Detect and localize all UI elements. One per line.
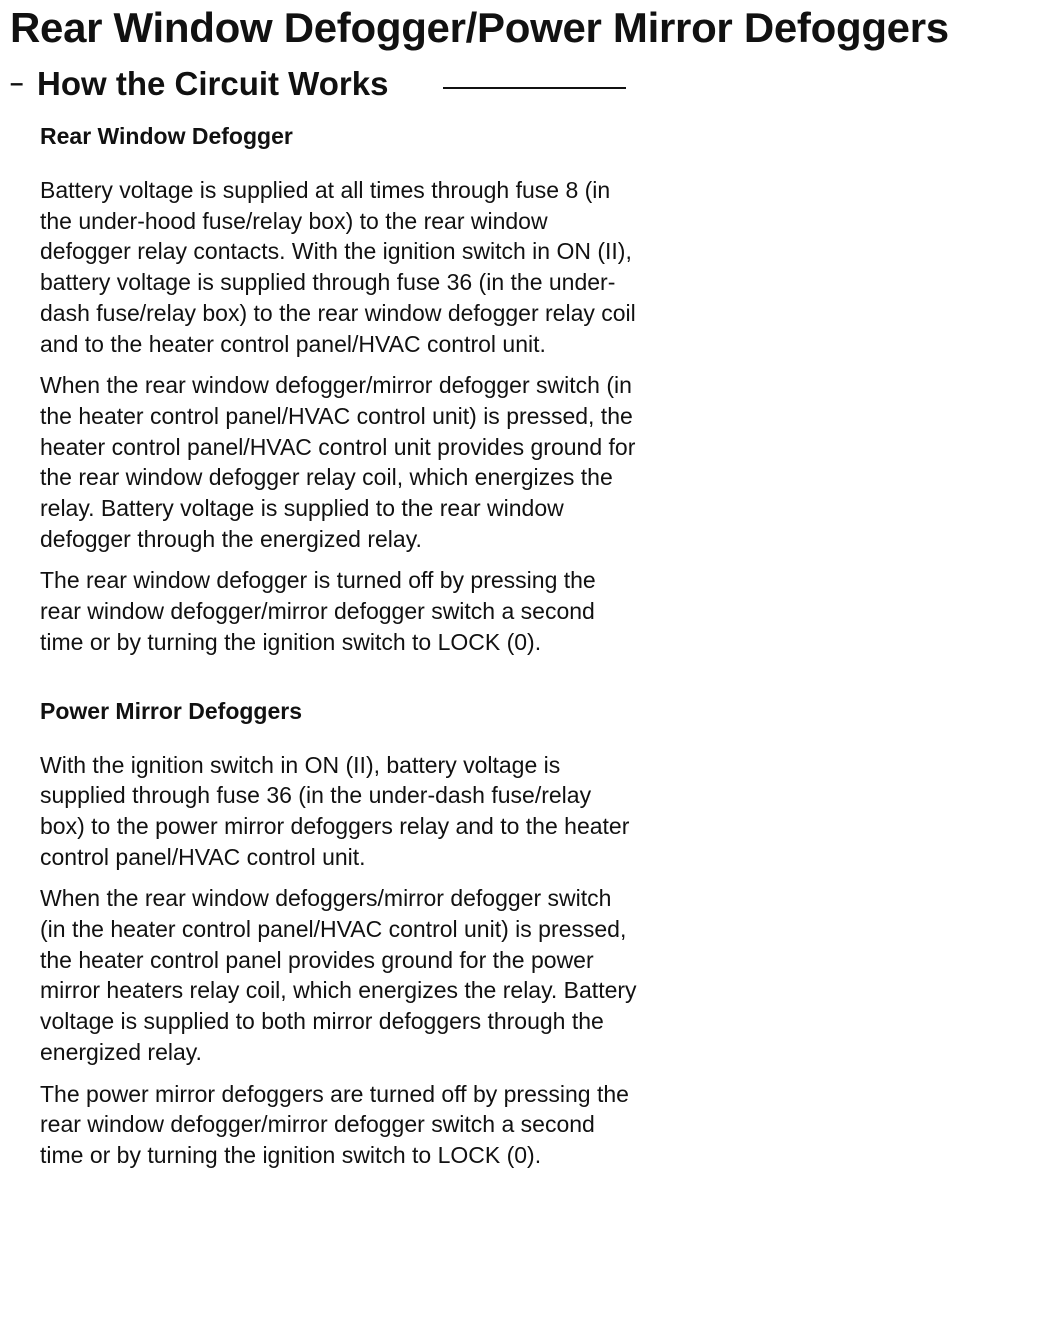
- paragraph: When the rear window defoggers/mirror defogger switch (in the heater control panel/HVAC control unit) is pressed, the heater control panel provides ground for the power mirror heaters relay coil, which energizes the relay. Battery voltage is supplied to both mirror defoggers through the energized relay.: [40, 885, 637, 1065]
- section-subtitle: How the Circuit Works: [37, 65, 389, 102]
- page-title: Rear Window Defogger/Power Mirror Defoggers: [10, 4, 949, 51]
- subtitle-rule: [443, 87, 626, 89]
- subtitle-row: [10, 62, 650, 106]
- paragraph: When the rear window defogger/mirror defogger switch (in the heater control panel/HVAC control unit) is pressed, the heater control panel/HVAC control unit provides ground for the rear window defogger relay coil, which energizes the relay. Battery voltage is supplied to the rear window defogger through the energized relay.: [40, 372, 636, 552]
- subtitle-dash: –: [10, 70, 24, 97]
- paragraph: The rear window defogger is turned off by pressing the rear window defogger/mirror defogger switch a second time or by turning the ignition switch to LOCK (0).: [40, 567, 596, 655]
- paragraph: The power mirror defoggers are turned off by pressing the rear window defogger/mirror defogger switch a second time or by turning the ignition switch to LOCK (0).: [40, 1080, 629, 1168]
- section-heading: Power Mirror Defoggers: [40, 697, 302, 724]
- section-rear-window-defogger: [40, 118, 640, 658]
- paragraph: With the ignition switch in ON (II), battery voltage is supplied through fuse 36 (in the under-dash fuse/relay box) to the power mirror defoggers relay and to the heater control panel/HVAC control unit.: [40, 751, 630, 870]
- content-body: [40, 118, 640, 1182]
- paragraph: Battery voltage is supplied at all times through fuse 8 (in the under-hood fuse/relay box) to the rear window defogger relay contacts. With the ignition switch in ON (II), battery voltage is supplied through fuse 36 (in the under-dash fuse/relay box) to the rear window defogger relay coil and to the heater control panel/HVAC control unit.: [40, 177, 636, 357]
- section-heading: Rear Window Defogger: [40, 123, 293, 149]
- section-power-mirror-defoggers: [40, 693, 640, 1171]
